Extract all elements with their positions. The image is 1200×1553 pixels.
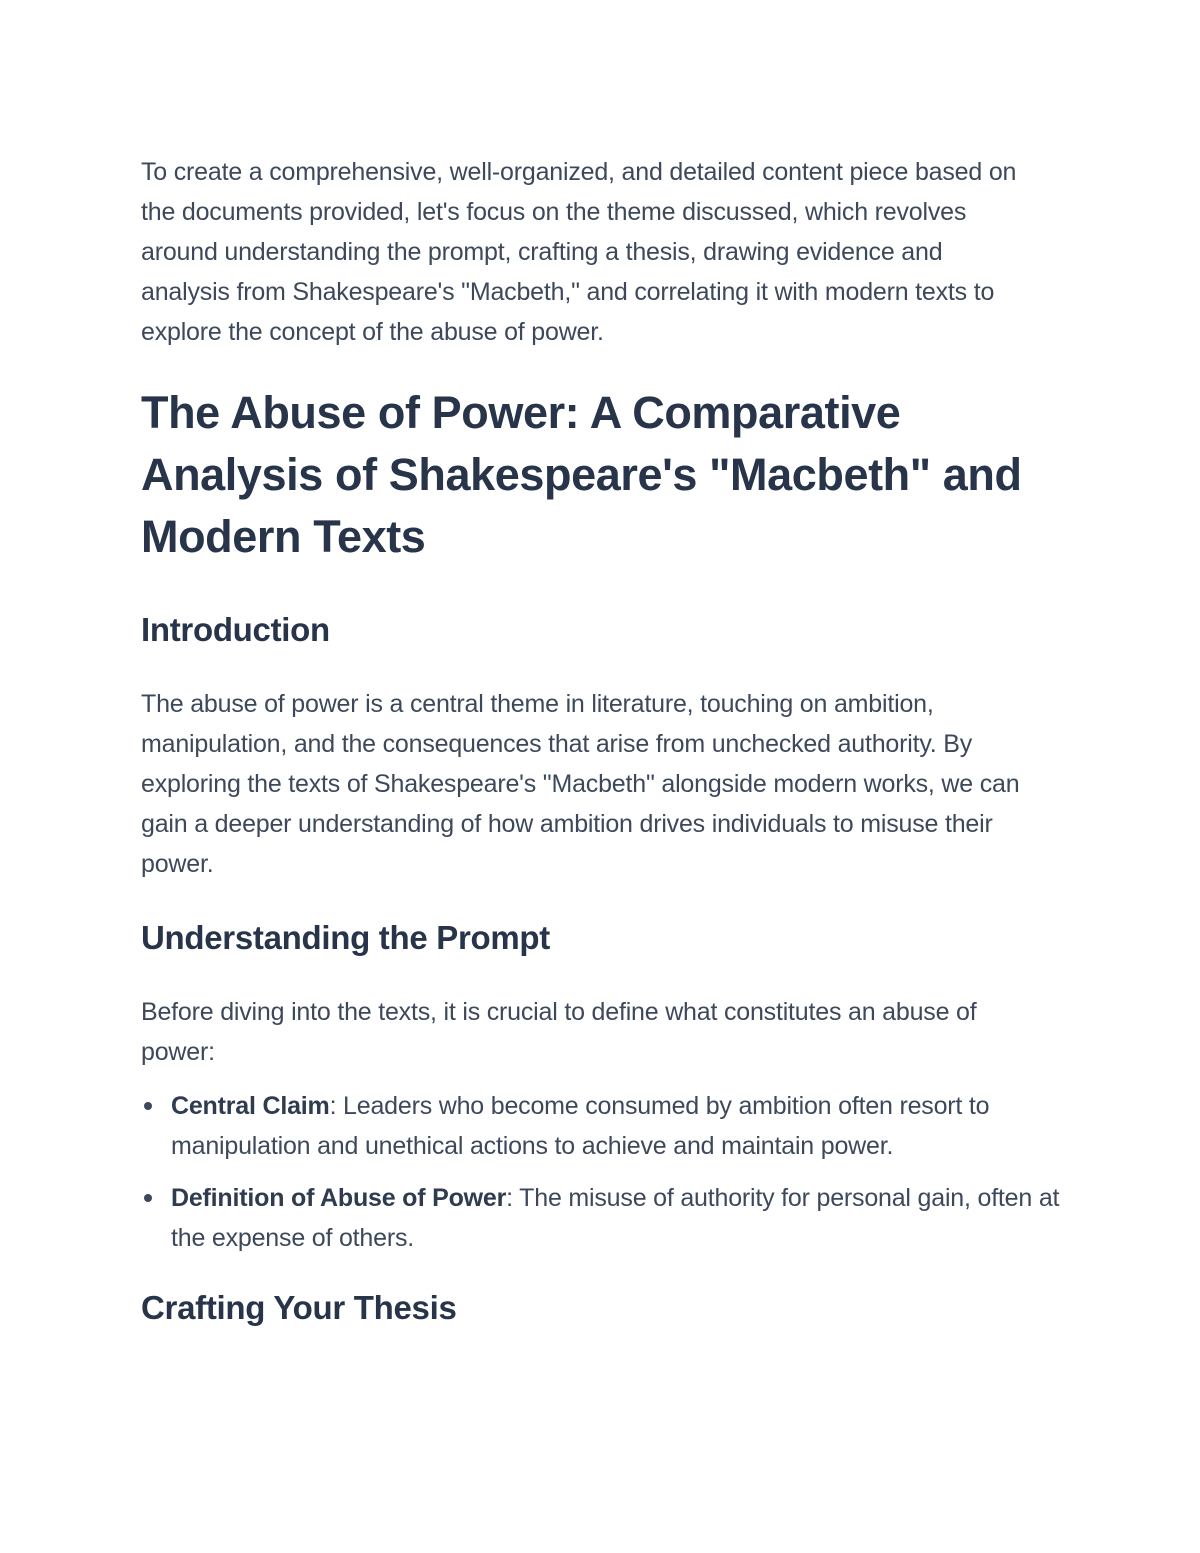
list-item bbox=[141, 1178, 1071, 1258]
bullet-text: : Leaders who become consumed by ambition often resort to manipulation and unethical actions to achieve and maintain power. bbox=[171, 1092, 990, 1160]
introduction-paragraph: The abuse of power is a central theme in literature, touching on ambition, manipulation, and the consequences that arise from unchecked authority. By exploring the texts of Shakespeare's "Macbeth" alongside modern works, we can gain a deeper understanding of how ambition drives individuals to misuse their power. bbox=[141, 690, 1020, 878]
bullet-dot-icon bbox=[144, 1102, 152, 1110]
intro-paragraph: To create a comprehensive, well-organized, and detailed content piece based on the documents provided, let's focus on the theme discussed, which revolves around understanding the prompt, crafting a thesis, drawing evidence and analysis from Shakespeare's "Macbeth," and correlating it with modern texts to explore the concept of the abuse of power. bbox=[141, 158, 1017, 346]
document-title: The Abuse of Power: A Comparative Analysis of Shakespeare's "Macbeth" and Modern Texts bbox=[141, 387, 1022, 562]
list-item bbox=[141, 1086, 1021, 1166]
bullet-text: : The misuse of authority for personal gain, often at the expense of others. bbox=[171, 1184, 1060, 1252]
section-heading-understanding-prompt: Understanding the Prompt bbox=[141, 919, 550, 956]
understanding-prompt-paragraph: Before diving into the texts, it is crucial to define what constitutes an abuse of power: bbox=[141, 998, 977, 1066]
prompt-bullet-list bbox=[141, 1086, 1071, 1258]
bullet-term: Definition of Abuse of Power bbox=[171, 1184, 507, 1212]
section-heading-crafting-thesis: Crafting Your Thesis bbox=[141, 1289, 457, 1326]
section-heading-introduction: Introduction bbox=[141, 611, 330, 648]
bullet-term: Central Claim bbox=[171, 1092, 330, 1120]
bullet-dot-icon bbox=[144, 1194, 152, 1202]
document-page bbox=[141, 152, 1071, 1330]
